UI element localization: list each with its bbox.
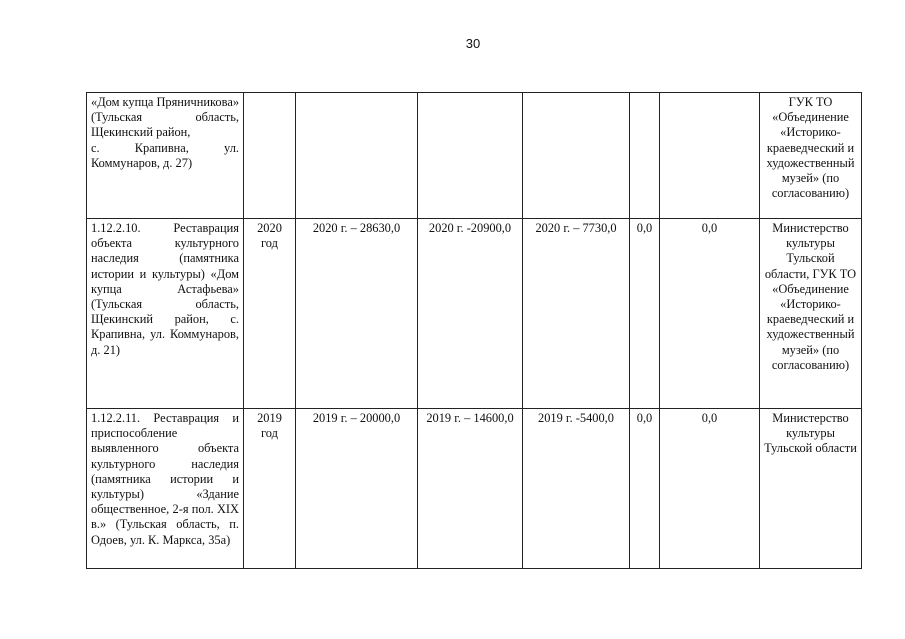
federal-cell: 2020 г. -20900,0	[418, 219, 523, 409]
responsible-org-cell: Министерство культуры Тульской области, ГУК ТО «Объединение «Историко-краеведческий и художественный музей» (по согласованию)	[760, 219, 862, 409]
table-row	[87, 219, 862, 409]
federal-cell: 2019 г. – 14600,0	[418, 409, 523, 569]
year-cell	[244, 93, 296, 219]
total-cell: 2020 г. – 28630,0	[296, 219, 418, 409]
extra-cell: 0,0	[660, 409, 760, 569]
object-name-cell: 1.12.2.11. Реставрация и приспособление выявленного объекта культурного наследия (памятника истории и культуры) «Здание общественное, 2-я пол. XIX в.» (Тульская область, п. Одоев, ул. К. Маркса, 35а)	[87, 409, 244, 569]
responsible-org-cell: ГУК ТО «Объединение «Историко-краеведческий и художественный музей» (по согласованию)	[760, 93, 862, 219]
total-cell	[296, 93, 418, 219]
local-cell: 0,0	[630, 409, 660, 569]
federal-cell	[418, 93, 523, 219]
object-name-cell: «Дом купца Пряничникова» (Тульская область, Щекинский район, с. Крапивна, ул. Коммунаров, д. 27)	[87, 93, 244, 219]
total-cell: 2019 г. – 20000,0	[296, 409, 418, 569]
regional-cell: 2020 г. – 7730,0	[523, 219, 630, 409]
year-cell: 2020 год	[244, 219, 296, 409]
page-number: 30	[465, 36, 481, 51]
object-name-cell: 1.12.2.10. Реставрация объекта культурного наследия (памятника истории и культуры) «Дом купца Астафьева» (Тульская область, Щекинский район, с. Крапивна, ул. Коммунаров, д. 21)	[87, 219, 244, 409]
regional-cell	[523, 93, 630, 219]
extra-cell: 0,0	[660, 219, 760, 409]
responsible-org-cell: Министерство культуры Тульской области	[760, 409, 862, 569]
extra-cell	[660, 93, 760, 219]
local-cell: 0,0	[630, 219, 660, 409]
regional-cell: 2019 г. -5400,0	[523, 409, 630, 569]
program-table	[86, 92, 862, 569]
table-row	[87, 409, 862, 569]
year-cell: 2019 год	[244, 409, 296, 569]
local-cell	[630, 93, 660, 219]
table-row	[87, 93, 862, 219]
